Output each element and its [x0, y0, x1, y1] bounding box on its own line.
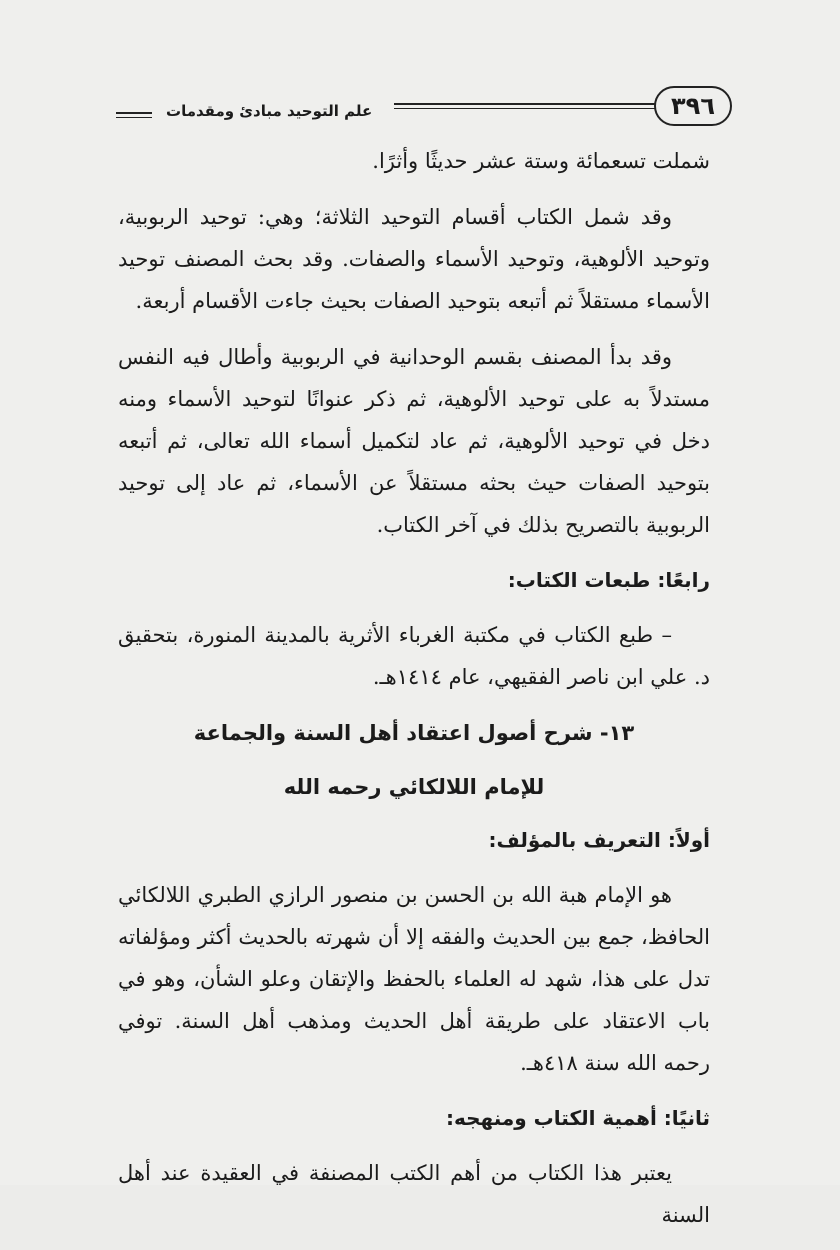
heading-editions: رابعًا: طبعات الكتاب: — [507, 568, 710, 592]
heading-author-intro: أولاً: التعريف بالمؤلف: — [488, 828, 710, 852]
heading-importance: ثانيًا: أهمية الكتاب ومنهجه: — [445, 1106, 710, 1130]
paragraph-author-method: وقد بدأ المصنف بقسم الوحدانية في الربوبية وأطال فيه النفس مستدلاً به على توحيد الألوهية، ثم ذكر عنوانًا لتوحيد الأسماء ومنه دخل في توحيد الألوهية، ثم عاد لتكميل أسماء الله تعالى، ثم أتبعه بتوحيد الصفات حيث بحثه مستقلاً عن الأسماء، ثم عاد إلى توحيد الربوبية بالتصريح بذلك في آخر الكتاب. — [118, 345, 710, 537]
page-body — [118, 140, 710, 1250]
page-number: ٣٩٦ — [654, 86, 732, 126]
paragraph-hadith-count: شملت تسعمائة وستة عشر حديثًا وأثرًا. — [372, 149, 710, 173]
running-title: علم التوحيد مبادئ ومقدمات — [166, 102, 373, 120]
paragraph-importance: يعتبر هذا الكتاب من أهم الكتب المصنفة في العقيدة عند أهل السنة — [118, 1161, 710, 1227]
header-rule — [394, 103, 656, 109]
book-author: للإمام اللالكائي رحمه الله — [283, 775, 545, 799]
book-title: ١٣- شرح أصول اعتقاد أهل السنة والجماعة — [193, 721, 635, 745]
page-header — [110, 86, 732, 132]
paragraph-edition: – طبع الكتاب في مكتبة الغرباء الأثرية بالمدينة المنورة، بتحقيق د. علي ابن ناصر الفقيهي، عام ١٤١٤هـ. — [118, 623, 710, 689]
header-rule-short — [116, 112, 152, 118]
paragraph-author-bio: هو الإمام هبة الله بن الحسن بن منصور الرازي الطبري اللالكائي الحافظ، جمع بين الحديث والفقه إلا أن شهرته بالحديث أكثر ومؤلفاته تدل على هذا، شهد له العلماء بالحفظ والإتقان وعلو الشأن، وهو في باب الاعتقاد على طريقة أهل الحديث ومذهب أهل السنة. توفي رحمه الله سنة ٤١٨هـ. — [118, 883, 710, 1075]
paragraph-tawhid-sections: وقد شمل الكتاب أقسام التوحيد الثلاثة؛ وهي: توحيد الربوبية، وتوحيد الألوهية، وتوحيد الأسماء والصفات. وقد بحث المصنف توحيد الأسماء مستقلاً ثم أتبعه بتوحيد الصفات بحيث جاءت الأقسام أربعة. — [118, 205, 710, 313]
